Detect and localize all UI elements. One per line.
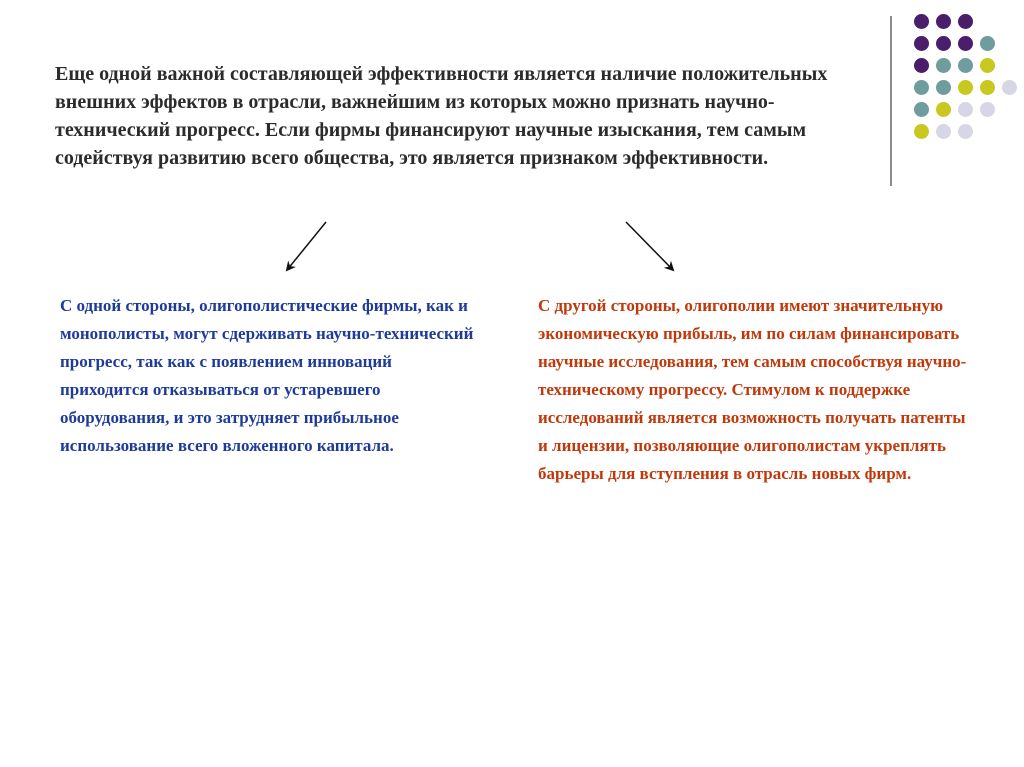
decorative-dot-yellow — [958, 80, 973, 95]
decorative-dot-yellow — [980, 58, 995, 73]
right-argument-paragraph: С другой стороны, олигополии имеют значительную экономическую прибыль, им по силам финансировать научные исследования, тем самым способствуя научно-техническому прогрессу. Стимулом к поддержке исследований является возможность получать патенты и лицензии, позволяющие олигополистам укреплять барьеры для вступления в отрасль новых фирм. — [538, 296, 967, 483]
decorative-dot-purple — [936, 36, 951, 51]
decorative-dot-purple — [914, 14, 929, 29]
decorative-dot-purple — [958, 36, 973, 51]
decorative-dot-lavender — [958, 102, 973, 117]
decorative-dot-purple — [936, 14, 951, 29]
decorative-dot-lavender — [980, 102, 995, 117]
decorative-dot-teal — [936, 58, 951, 73]
decorative-dot-teal — [914, 102, 929, 117]
arrow-left — [287, 222, 326, 270]
decorative-dot-teal — [958, 58, 973, 73]
decorative-dot-teal — [936, 80, 951, 95]
decorative-dot-lavender — [958, 124, 973, 139]
decorative-dot-teal — [914, 80, 929, 95]
decorative-dot-purple — [914, 36, 929, 51]
decorative-dot-purple — [914, 58, 929, 73]
vertical-divider-line — [890, 16, 892, 186]
decorative-dot-yellow — [980, 80, 995, 95]
intro-paragraph: Еще одной важной составляющей эффективности является наличие положительных внешних эффектов в отрасли, важнейшим из которых можно признать научно-технический прогресс. Если фирмы финансируют научные изыскания, тем самым содействуя развитию всего общества, это является признаком эффективности. — [55, 63, 828, 169]
left-argument-paragraph: С одной стороны, олигополистические фирмы, как и монополисты, могут сдерживать научно-технический прогресс, так как с появлением инноваций приходится отказываться от устаревшего оборудования, и это затрудняет прибыльное использование всего вложенного капитала. — [60, 296, 474, 455]
decorative-dot-lavender — [1002, 80, 1017, 95]
decorative-dot-purple — [958, 14, 973, 29]
decorative-dot-lavender — [936, 124, 951, 139]
decorative-dot-teal — [980, 36, 995, 51]
arrow-right — [626, 222, 673, 270]
decorative-dot-yellow — [936, 102, 951, 117]
decorative-dot-yellow — [914, 124, 929, 139]
